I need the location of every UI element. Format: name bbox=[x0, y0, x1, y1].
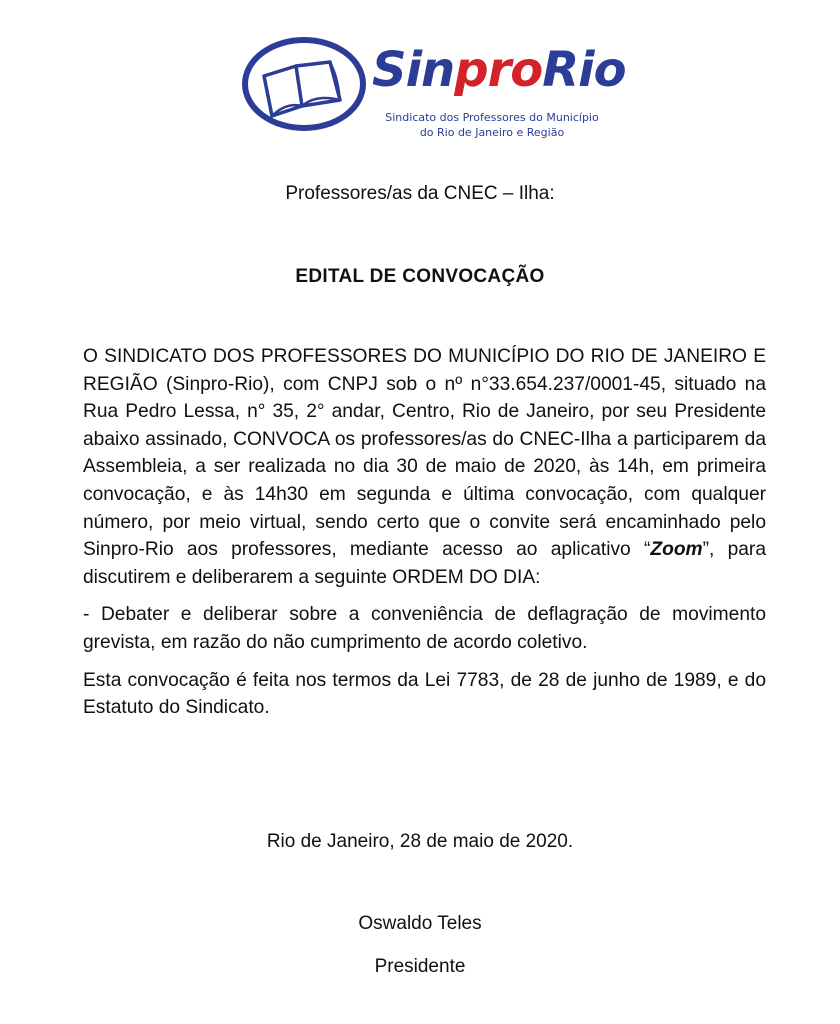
sinpro-rio-logo bbox=[236, 28, 626, 158]
agenda-item: - Debater e deliberar sobre a conveniência de deflagração de movimento grevista, em razão do não cumprimento de acordo coletivo. bbox=[83, 604, 766, 653]
logo-wordmark-pro: pro bbox=[454, 42, 543, 98]
logo-wordmark-rio: Rio bbox=[542, 42, 626, 98]
signatory-role: Presidente bbox=[374, 956, 466, 977]
place-and-date: Rio de Janeiro, 28 de maio de 2020. bbox=[266, 831, 574, 852]
document-body bbox=[83, 343, 766, 732]
signatory-name: Oswaldo Teles bbox=[358, 913, 482, 934]
convocation-paragraph bbox=[83, 343, 766, 591]
legal-basis-paragraph: Esta convocação é feita nos termos da Lei 7783, de 28 de junho de 1989, e do Estatuto do Sindicato. bbox=[83, 669, 766, 719]
logo-subtitle-line2: do Rio de Janeiro e Região bbox=[419, 126, 565, 139]
logo-wordmark bbox=[372, 42, 626, 98]
document-title: EDITAL DE CONVOCAÇÃO bbox=[295, 266, 545, 287]
convocation-text-start: O SINDICATO DOS PROFESSORES DO MUNICÍPIO DO RIO DE JANEIRO E REGIÃO (Sinpro-Rio), com CNPJ sob o nº n°33.654.237/0001-45, situado na Rua Pedro Lessa, n° 35, 2° andar, Centro, Rio de Janeiro, por seu Presidente abaixo assinado, CONVOCA os professores/as do CNEC-Ilha a participarem da Assembleia, a ser realizada no dia 30 de maio de 2020, às 14h, em primeira convocação, e às 14h30 em segunda e última convocação, com qualquer número, por meio virtual, sendo certo que o convite será encaminhado pelo Sinpro-Rio aos professores, mediante acesso ao aplicativo “ bbox=[83, 346, 766, 561]
logo-wordmark-sin: Sin bbox=[372, 42, 455, 98]
open-book-logo-icon bbox=[242, 36, 366, 132]
zoom-app-name: Zoom bbox=[650, 539, 703, 561]
addressee-line: Professores/as da CNEC – Ilha: bbox=[285, 183, 555, 204]
logo-subtitle-line1: Sindicato dos Professores do Município bbox=[385, 111, 599, 124]
logo-subtitle bbox=[370, 110, 614, 140]
convocation-text-end: ”, para discutirem e deliberarem a seguinte ORDEM DO DIA: bbox=[83, 539, 766, 588]
